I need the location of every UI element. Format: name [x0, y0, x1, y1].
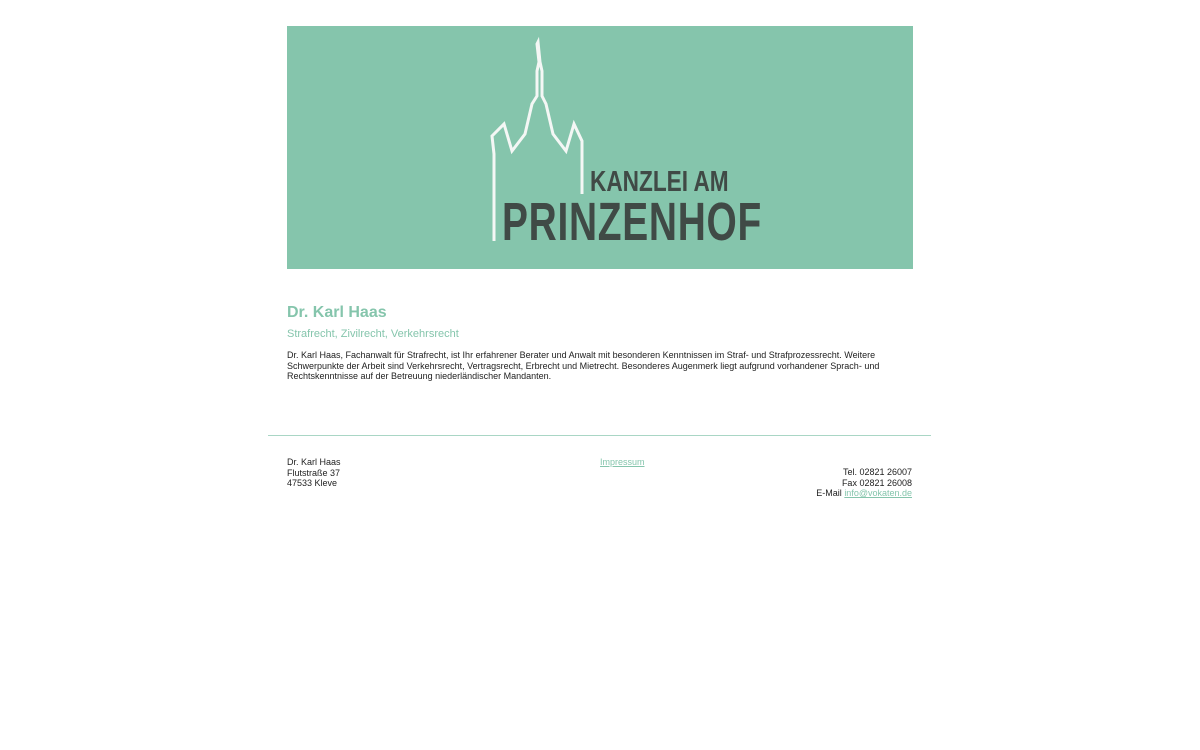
address-street: Flutstraße 37: [287, 467, 341, 478]
page-title: Dr. Karl Haas: [287, 304, 387, 321]
address-name: Dr. Karl Haas: [287, 457, 341, 467]
address-city: 47533 Kleve: [287, 478, 338, 488]
footer-address: [287, 457, 341, 489]
contact-email-row: [816, 488, 912, 499]
contact-tel: Tel. 02821 26007: [842, 467, 912, 477]
logo-text-prinzenhof: PRINZENHOF: [502, 192, 762, 252]
footer-divider: [268, 435, 931, 436]
impressum-link[interactable]: Impressum: [600, 457, 645, 467]
header-banner: [287, 26, 913, 269]
footer-links: [600, 457, 645, 468]
contact-fax: Fax 02821 26008: [841, 477, 912, 488]
practice-areas-subtitle: Strafrecht, Zivilrecht, Verkehrsrecht: [287, 328, 459, 340]
footer-contact: [816, 467, 912, 499]
email-link[interactable]: info@vokaten.de: [844, 488, 912, 498]
email-label: E-Mail: [816, 488, 845, 498]
lawyer-description: Dr. Karl Haas, Fachanwalt für Strafrecht, ist Ihr erfahrener Berater und Anwalt mit besonderen Kenntnissen im Straf- und Strafprozessrecht. Weitere Schwerpunkte der Arbeit sind Verkehrsrecht, Vertragsrecht, Erbrecht und Mietrecht. Besonderes Augenmerk liegt aufgrund vorhandener Sprach- und Rechtskenntnisse auf der Betreuung niederländischer Mandanten.: [287, 350, 880, 381]
logo-text-kanzlei-am: KANZLEI AM: [590, 166, 729, 198]
main-content: [287, 303, 913, 382]
